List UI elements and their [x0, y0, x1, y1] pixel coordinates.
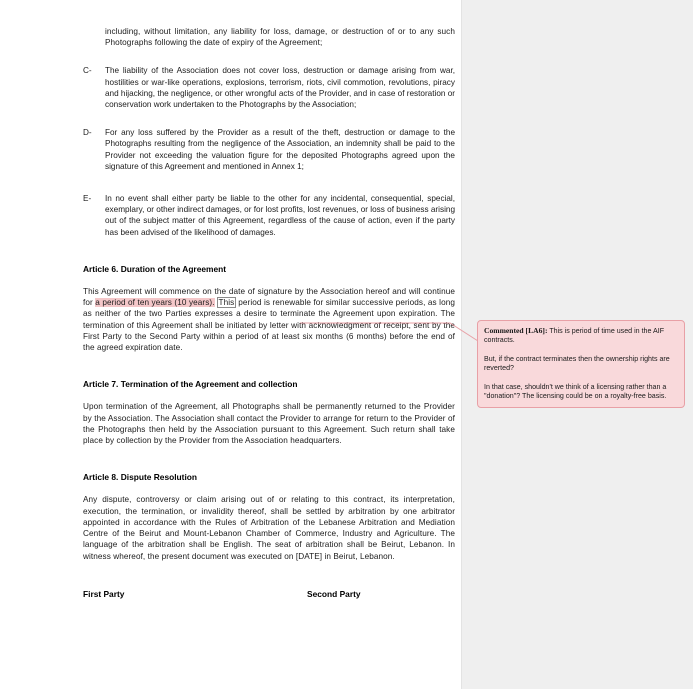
clause-e-text: In no event shall either party be liable to the other for any incidental, consequential, special, exemplary, or other indirect damages, or for lost profits, lost revenues, or loss of business arising out of the subject matter of this Agreement, regardless of the cause of action, even if the party has been advised of the likelihood of damages. [105, 194, 455, 237]
article-8-heading: Article 8. Dispute Resolution [83, 472, 198, 483]
article-7-body: Upon termination of the Agreement, all Photographs shall be permanently returned to the Provider by the Association. The Association shall contact the Provider to arrange for return to the Provider of the Photographs then held by the Association pursuant to this Agreement. Such return shall take place by collection by the Provider from the Association headquarters. [83, 402, 455, 446]
article-8-body: Any dispute, controversy or claim arising out of or relating to this contract, its interpretation, execution, the termination, or invalidity thereof, shall be settled by arbitration by one arbitrator appointed in accordance with the Rules of Arbitration of the Lebanese Arbitration and Mediation Centre of the Beirut and Mount-Lebanon Chamber of Commerce, Industry and Agriculture. The language of the arbitration shall be English. The seat of arbitration shall be Beirut, Lebanon. In witness whereof, the present document was executed on [DATE] in Beirut, Lebanon. [83, 495, 455, 561]
comment-paragraph-1 [484, 326, 678, 346]
signature-second-party-label: Second Party [307, 588, 361, 599]
clause-d-text: For any loss suffered by the Provider as a result of the theft, destruction or damage to the Photographs resulting from the negligence of the Association, an indemnity shall be paid to the Provider not exceeding the valuation figure for the deposited Photographs agreed upon the signature of this Agreement and mentioned in Annex 1; [105, 128, 455, 171]
signature-row [83, 588, 455, 600]
clause-c-marker: C- [83, 66, 92, 76]
text-cursor-selection[interactable]: This [218, 298, 235, 308]
clause-d [83, 127, 455, 172]
comment-paragraph-2: But, if the contract terminates then the ownership rights are reverted? [484, 354, 670, 373]
clause-c [83, 65, 455, 110]
clause-e [83, 193, 455, 238]
clause-e-marker: E- [83, 194, 92, 204]
comment-author-label: Commented [LA6]: [484, 326, 548, 335]
comment-paragraph-3: In that case, shouldn't we think of a licensing rather than a "donation"? The licensing could be on a royalty-free basis. [484, 382, 667, 401]
document-text-column [83, 0, 455, 600]
article-7-heading: Article 7. Termination of the Agreement and collection [83, 379, 298, 390]
comment-anchor-highlight[interactable]: a period of ten years (10 years). [95, 298, 215, 308]
article-6-heading: Article 6. Duration of the Agreement [83, 263, 227, 274]
article-6-body [83, 286, 455, 353]
clause-c-text: The liability of the Association does not cover loss, destruction or damage arising from war, hostilities or war-like operations, explosions, terrorism, riots, civil commotion, revolutions, piracy and hijacking, the negligence, or other wrongful acts of the Provider, and in case of restoration or conservation work undertaken to the Photographs by the Association; [105, 66, 455, 110]
comment-paragraph-1-text: This is period of time used in the AIF contracts. [484, 327, 665, 345]
article-6-body-lead: This Agreement will commence on the date of signature by the Association hereof and will continue for [83, 287, 455, 308]
signature-first-party-label: First Party [83, 588, 125, 599]
comment-balloon[interactable] [477, 320, 685, 408]
article-6-body-tail: period is renewable for similar successive periods, as long as neither of the two Parties expresses a desire to terminate the Agreement upon expiration. The termination of this Agreement shall be initiated by letter with acknowledgment of receipt, sent by the First Party to the Second Party within a period of at least six months (6 months) before the end of the agreed expiration date. [83, 298, 455, 353]
clause-d-marker: D- [83, 128, 92, 138]
continued-paragraph: including, without limitation, any liability for loss, damage, or destruction of or to any such Photographs following the date of expiry of the Agreement; [105, 27, 455, 48]
